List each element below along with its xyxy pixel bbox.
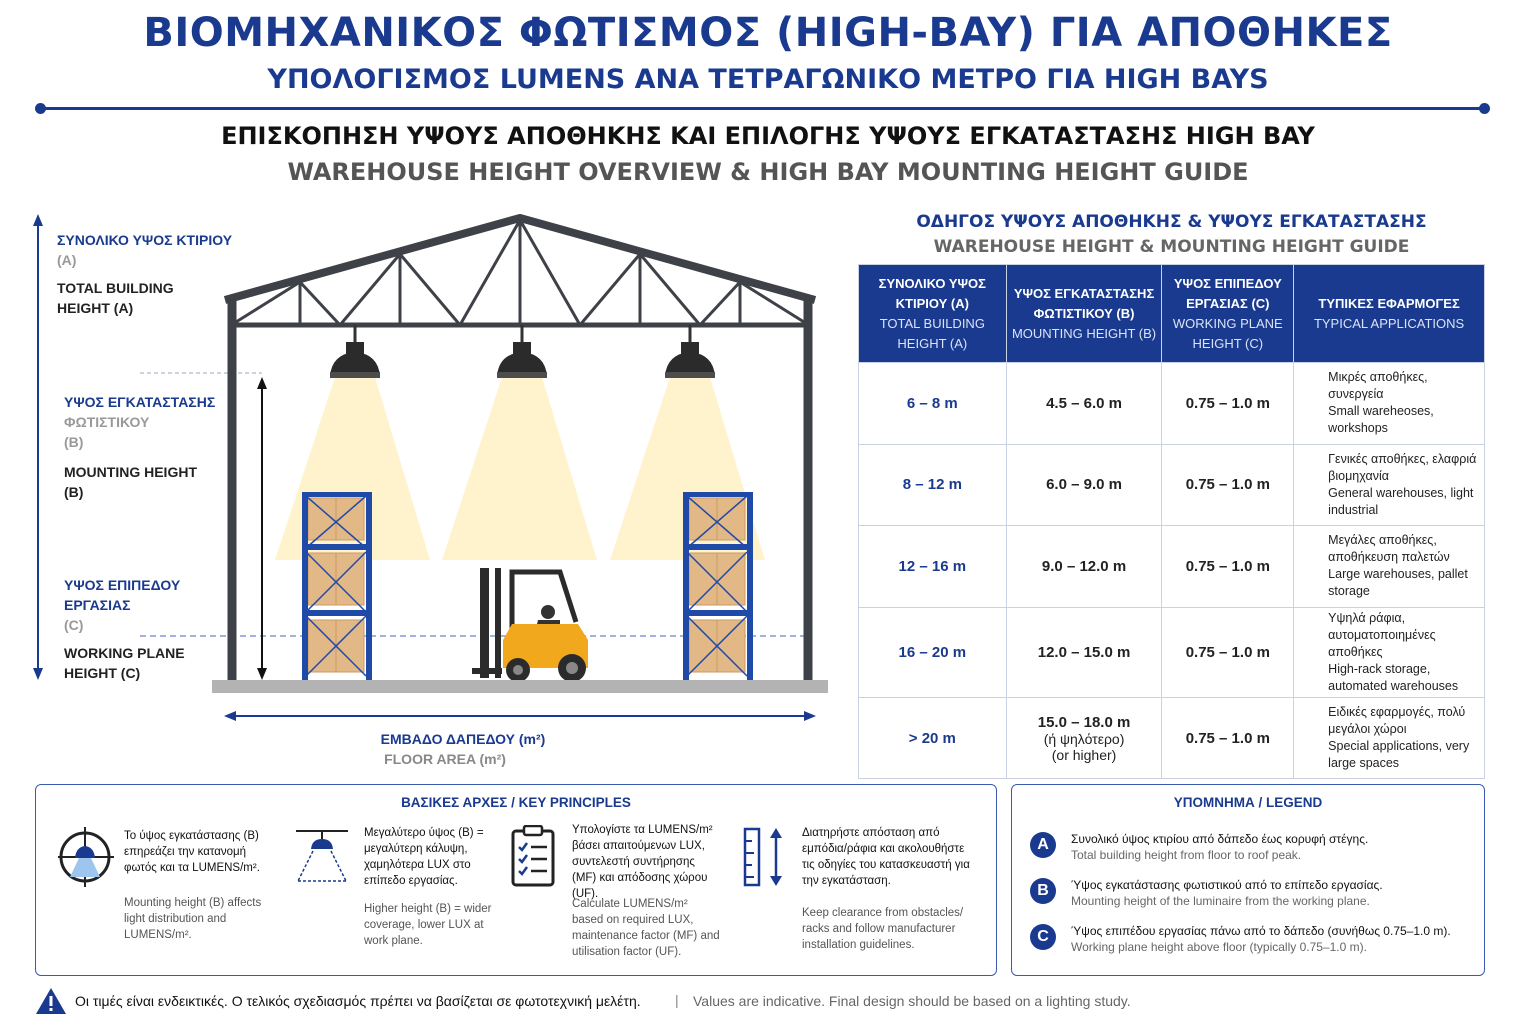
floor-area-label-english: FLOOR AREA (m²) [384,751,506,767]
high-bay-lamp-3 [665,325,715,378]
legend-badge-c: C [1030,924,1056,950]
cell-mounting-height: 12.0 – 15.0 m [1006,607,1162,697]
warehouse-floor [212,680,828,693]
header-total-height: ΣΥΝΟΛΙΚΟ ΥΨΟΣ ΚΤΙΡΙΟΥ (A) TOTAL BUILDING HEIGHT (A) [859,265,1007,363]
cell-total-height: > 20 m [859,697,1007,779]
label-c-english-2: HEIGHT (C) [64,665,141,681]
cell-total-height: 12 – 16 m [859,526,1007,608]
legend-a-english: Total building height from floor to roof peak. [1071,848,1302,862]
floor-area-label-greek: ΕΜΒΑΔΟ ΔΑΠΕΔΟΥ (m²) [380,731,546,747]
warning-icon [35,987,67,1015]
cell-total-height: 16 – 20 m [859,607,1007,697]
main-subtitle: ΥΠΟΛΟΓΙΣΜΟΣ LUMENS ΑΝΑ ΤΕΤΡΑΓΩΝΙΚΟ ΜΕΤΡΟ ΓΙΑ HIGH BAYS [267,64,1269,95]
clipboard-checklist-icon [510,825,566,889]
header-typical-applications: ΤΥΠΙΚΕΣ ΕΦΑΡΜΟΓΕΣ TYPICAL APPLICATIONS [1294,265,1485,363]
pallet-rack-right [683,492,753,682]
legend-title: ΥΠΟΜΝΗΜΑ / LEGEND [1173,795,1323,810]
label-c-letter: (C) [64,617,84,633]
legend-c-english: Working plane height above floor (typically 0.75–1.0 m). [1071,940,1367,954]
key-principles-title: ΒΑΣΙΚΕΣ ΑΡΧΕΣ / KEY PRINCIPLES [401,795,631,810]
principle-2-english: Higher height (B) = wider coverage, lower LUX at work plane. [364,903,492,947]
high-bay-lamp-2 [497,325,547,378]
label-c-english-1: WORKING PLANE [64,645,185,661]
table-row [859,363,1485,445]
legend-c-greek: Ύψος επιπέδου εργασίας πάνω από το δάπεδο (συνήθως 0.75–1.0 m). [1071,924,1451,938]
cell-mounting-height: 15.0 – 18.0 m (ή ψηλότερο) (or higher) [1006,697,1162,779]
header-divider [40,107,1485,110]
table-row [859,607,1485,697]
principle-1-english: Mounting height (B) affects light distribution and LUMENS/m². [124,897,262,941]
section-subtitle: WAREHOUSE HEIGHT OVERVIEW & HIGH BAY MOUNTING HEIGHT GUIDE [287,158,1249,186]
table-row [859,444,1485,526]
mounting-height-arrow [257,377,267,680]
label-b-letter: (B) [64,434,84,450]
table-row [859,697,1485,779]
cell-working-plane: 0.75 – 1.0 m [1162,526,1294,608]
legend-b-english: Mounting height of the luminaire from the working plane. [1071,894,1370,908]
cell-total-height: 8 – 12 m [859,444,1007,526]
principle-4-greek: Διατηρήστε απόσταση από εμπόδια/ράφια και ακολουθήστε τις οδηγίες του κατασκευαστή για την εγκατάσταση. [802,827,970,887]
light-distribution-icon [58,825,114,889]
floor-area-arrow [224,711,816,721]
divider-dot-left [35,103,46,114]
cell-total-height: 6 – 8 m [859,363,1007,445]
cell-mounting-height: 4.5 – 6.0 m [1006,363,1162,445]
label-a-greek: ΣΥΝΟΛΙΚΟ ΥΨΟΣ ΚΤΙΡΙΟΥ [57,232,233,248]
cell-working-plane: 0.75 – 1.0 m [1162,697,1294,779]
footer-english: Values are indicative. Final design should be based on a lighting study. [693,993,1131,1009]
cell-applications: Ειδικές εφαρμογές, πολύ μεγάλοι χώροι Special applications, very large spaces [1294,697,1485,779]
table-header-row [859,265,1485,363]
total-height-arrow [33,214,43,680]
legend-panel [1011,784,1485,976]
table-row [859,526,1485,608]
legend-badge-b: B [1030,878,1056,904]
cell-applications: Μικρές αποθήκες, συνεργεία Small wareheoses, workshops [1294,363,1485,445]
label-b-greek-1: ΥΨΟΣ ΕΓΚΑΤΑΣΤΑΣΗΣ [64,394,216,410]
key-principles-panel [35,784,997,976]
legend-a-greek: Συνολικό ύψος κτιρίου από δάπεδο έως κορυφή στέγης. [1071,832,1369,846]
label-b-english-1: MOUNTING HEIGHT [64,464,197,480]
principle-4-english: Keep clearance from obstacles/ racks and follow manufacturer installation guidelines. [802,907,964,951]
high-bay-lamp-1 [330,325,380,378]
label-b-english-2: (B) [64,484,84,500]
label-b-greek-2: ΦΩΤΙΣΤΙΚΟΥ [64,414,150,430]
cell-applications: Μεγάλες αποθήκες, αποθήκευση παλετών Large warehouses, pallet storage [1294,526,1485,608]
guide-subtitle: WAREHOUSE HEIGHT & MOUNTING HEIGHT GUIDE [933,237,1410,257]
cell-applications: Γενικές αποθήκες, ελαφριά βιομηχανία General warehouses, light industrial [1294,444,1485,526]
clearance-ruler-icon [742,825,798,889]
forklift [472,568,588,682]
label-a-letter: (A) [57,252,77,268]
footer-separator: | [675,992,679,1008]
height-guide-table [858,264,1485,779]
section-title: ΕΠΙΣΚΟΠΗΣΗ ΥΨΟΥΣ ΑΠΟΘΗΚΗΣ ΚΑΙ ΕΠΙΛΟΓΗΣ ΥΨΟΥΣ ΕΓΚΑΤΑΣΤΑΣΗΣ HIGH BAY [221,122,1315,150]
warehouse-diagram [0,200,840,780]
legend-b-greek: Ύψος εγκατάστασης φωτιστικού από το επίπεδο εργασίας. [1071,878,1383,892]
light-cone-icon [296,825,352,889]
principle-3-greek: Υπολογίστε τα LUMENS/m² βάσει απαιτούμενων LUX, συντελεστή συντήρησης (MF) και απόδοσης χώρου (UF). [572,824,713,900]
legend-badge-a: A [1030,832,1056,858]
header-working-plane: ΥΨΟΣ ΕΠΙΠΕΔΟΥ ΕΡΓΑΣΙΑΣ (C) WORKING PLANE HEIGHT (C) [1162,265,1294,363]
cell-applications: Υψηλά ράφια, αυτοματοποιημένες αποθήκες High-rack storage, automated warehouses [1294,607,1485,697]
cell-working-plane: 0.75 – 1.0 m [1162,444,1294,526]
main-title: ΒΙΟΜΗΧΑΝΙΚΟΣ ΦΩΤΙΣΜΟΣ (HIGH-BAY) ΓΙΑ ΑΠΟΘΗΚΕΣ [143,10,1393,56]
pallet-rack-left [302,492,372,682]
principle-3-english: Calculate LUMENS/m² based on required LUX, maintenance factor (MF) and utilisation factor (UF). [572,898,720,958]
cell-mounting-height: 6.0 – 9.0 m [1006,444,1162,526]
cell-working-plane: 0.75 – 1.0 m [1162,363,1294,445]
header-mounting-height: ΥΨΟΣ ΕΓΚΑΤΑΣΤΑΣΗΣ ΦΩΤΙΣΤΙΚΟΥ (B) MOUNTING HEIGHT (B) [1006,265,1162,363]
label-c-greek-2: ΕΡΓΑΣΙΑΣ [64,597,131,613]
label-c-greek-1: ΥΨΟΣ ΕΠΙΠΕΔΟΥ [64,577,181,593]
divider-dot-right [1479,103,1490,114]
label-a-english-1: TOTAL BUILDING [57,280,174,296]
principle-1-greek: Το ύψος εγκατάστασης (B) επηρεάζει την κατανομή φωτός και τα LUMENS/m². [124,830,260,874]
principle-2-greek: Μεγαλύτερο ύψος (B) = μεγαλύτερη κάλυψη, χαμηλότερα LUX στο επίπεδο εργασίας. [364,827,484,887]
cell-working-plane: 0.75 – 1.0 m [1162,607,1294,697]
footer-greek: Οι τιμές είναι ενδεικτικές. Ο τελικός σχεδιασμός πρέπει να βασίζεται σε φωτοτεχνική μελέτη. [75,993,641,1009]
label-a-english-2: HEIGHT (A) [57,300,134,316]
cell-mounting-height: 9.0 – 12.0 m [1006,526,1162,608]
guide-title: ΟΔΗΓΟΣ ΥΨΟΥΣ ΑΠΟΘΗΚΗΣ & ΥΨΟΥΣ ΕΓΚΑΤΑΣΤΑΣΗΣ [916,212,1427,232]
